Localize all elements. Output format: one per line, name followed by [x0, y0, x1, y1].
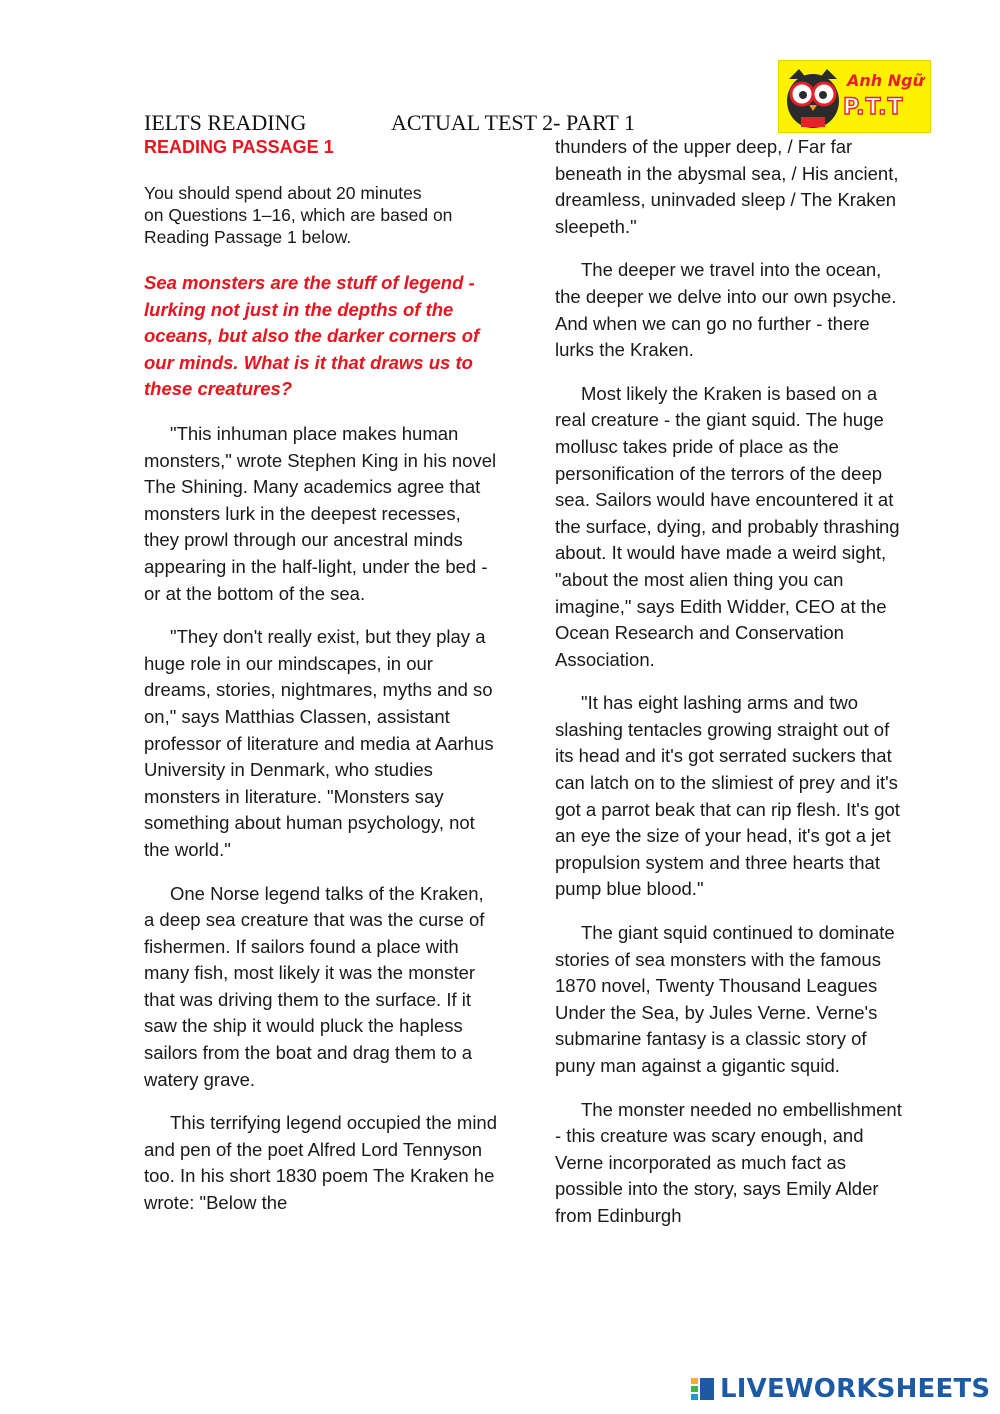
right-column: [555, 134, 910, 1247]
anh-ngu-ptt-logo: [778, 60, 931, 133]
paragraph: The monster needed no embellishment - this creature was scary enough, and Verne incorporated as much fact as possible into the story, says Emily Alder from Edinburgh: [555, 1098, 902, 1226]
instructions-line: on Questions 1–16, which are based on: [144, 205, 453, 225]
paragraph: Most likely the Kraken is based on a real creature - the giant squid. The huge mollusc takes pride of place as the personification of the terrors of the deep sea. Sailors would have encountered it at the surface, dying, and probably thrashing about. It would have made a weird sight, "about the most alien thing you can imagine," says Edith Widder, CEO at the Ocean Research and Conservation Association.: [555, 382, 900, 670]
liveworksheets-footer[interactable]: [690, 1374, 990, 1404]
intro-standfirst: Sea monsters are the stuff of legend - lurking not just in the depths of the oceans, but also the darker corners of our minds. What is it that draws us to these creatures?: [144, 272, 480, 400]
paragraph: This terrifying legend occupied the mind and pen of the poet Alfred Lord Tennyson too. In his short 1830 poem The Kraken he wrote: "Below the: [144, 1112, 498, 1214]
paragraph: "It has eight lashing arms and two slashing tentacles growing straight out of its head and it's got serrated suckers that can latch on to the slimiest of prey and it's got a parrot beak that can rip flesh. It's got an eye the size of your head, it's got a jet propulsion system and three hearts that pump blue blood.": [555, 692, 900, 900]
logo-line-1: Anh Ngữ: [847, 71, 924, 90]
paragraph: thunders of the upper deep, / Far far beneath in the abysmal sea, / His ancient, dreamless, uninvaded sleep / The Kraken sleepeth.": [555, 136, 899, 237]
logo-line-2: P.T.T: [843, 95, 904, 120]
paragraph: The deeper we travel into the ocean, the deeper we delve into our own psyche. And when we can go no further - there lurks the Kraken.: [555, 259, 897, 361]
paragraph: The giant squid continued to dominate stories of sea monsters with the famous 1870 novel, Twenty Thousand Leagues Under the Sea, by Jules Verne. Verne's submarine fantasy is a classic story of puny man against a gigantic squid.: [555, 922, 895, 1076]
instructions-line: Reading Passage 1 below.: [144, 227, 352, 247]
liveworksheets-logo-icon: [690, 1376, 716, 1402]
paragraph: One Norse legend talks of the Kraken, a deep sea creature that was the curse of fishermen. If sailors found a place with many fish, most likely it was the monster that was driving them to the surface. If it saw the ship it would pluck the hapless sailors from the boat and drag them to a watery grave.: [144, 882, 485, 1090]
paragraph: "They don't really exist, but they play a huge role in our mindscapes, in our dreams, stories, nightmares, myths and so on," says Matthias Classen, assistant professor of literature and media at Aarhus University in Denmark, who studies monsters in literature. "Monsters say something about human psychology, not the world.": [144, 626, 494, 860]
instructions-line: You should spend about 20 minutes: [144, 183, 422, 203]
passage-label: READING PASSAGE 1: [144, 137, 334, 157]
paragraph: "This inhuman place makes human monsters," wrote Stephen King in his novel The Shining. Many academics agree that monsters lurk in the deepest recesses, they prowl through our ancestral minds appearing in the half-light, under the bed - or at the bottom of the sea.: [144, 423, 497, 604]
header-right-title: ACTUAL TEST 2- PART 1: [391, 110, 635, 135]
owl-icon: [779, 61, 849, 132]
header-left-title: IELTS READING: [144, 110, 307, 135]
left-column: [144, 421, 499, 1234]
instructions: [144, 182, 494, 248]
liveworksheets-brand: LIVEWORKSHEETS: [720, 1374, 991, 1404]
